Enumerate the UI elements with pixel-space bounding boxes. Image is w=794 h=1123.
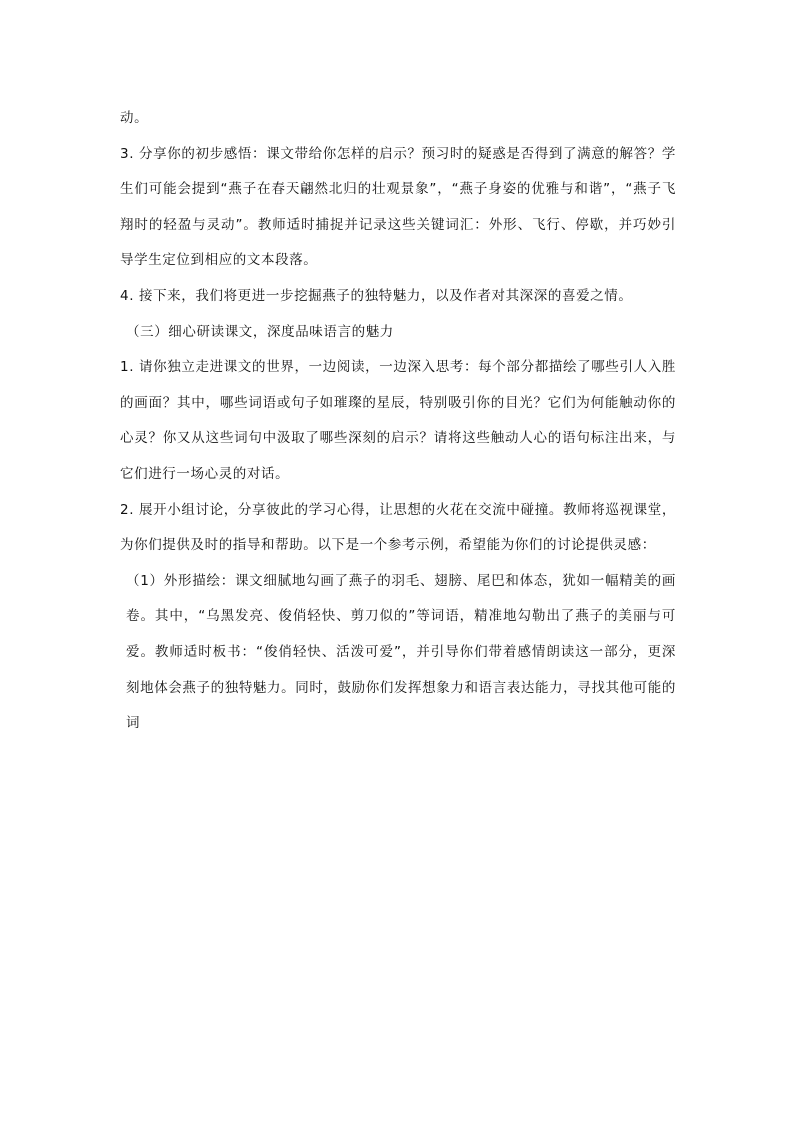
paragraph-item-3: 3. 分享你的初步感悟：课文带给你怎样的启示？预习时的疑惑是否得到了满意的解答？学生们可能会提到“燕子在春天翩然北归的壮观景象”，“燕子身姿的优雅与和谐”，“燕子飞翔时的轻盈与灵动”。教师适时捕捉并记录这些关键词汇：外形、飞行、停歇，并巧妙引导学生定位到相应的文本段落。 <box>120 145 676 269</box>
document-body <box>120 101 676 742</box>
section-heading: （三）细心研读课文，深度品味语言的魅力 <box>126 323 394 340</box>
paragraph-item-4: 4. 接下来，我们将更进一步挖掘燕子的独特魅力，以及作者对其深深的喜爱之情。 <box>120 287 633 304</box>
paragraph-subitem-1: （1）外形描绘：课文细腻地勾画了燕子的羽毛、翅膀、尾巴和体态，犹如一幅精美的画卷。其中，“乌黑发亮、俊俏轻快、剪刀似的”等词语，精准地勾勒出了燕子的美丽与可爱。教师适时板书：“俊俏轻快、活泼可爱”，并引导你们带着感情朗读这一部分，更深刻地体会燕子的独特魅力。同时，鼓励你们发挥想象力和语言表达能力，寻找其他可能的词 <box>126 572 676 732</box>
paragraph-item-1: 1. 请你独立走进课文的世界，一边阅读，一边深入思考：每个部分都描绘了哪些引人入胜的画面？其中，哪些词语或句子如璀璨的星辰，特别吸引你的目光？它们为何能触动你的心灵？你又从这些词句中汲取了哪些深刻的启示？请将这些触动人心的语句标注出来，与它们进行一场心灵的对话。 <box>120 359 676 482</box>
paragraph-continuation: 动。 <box>120 110 149 126</box>
paragraph-item-2: 2. 展开小组讨论，分享彼此的学习心得，让思想的火花在交流中碰撞。教师将巡视课堂，为你们提供及时的指导和帮助。以下是一个参考示例，希望能为你们的讨论提供灵感： <box>120 501 676 554</box>
